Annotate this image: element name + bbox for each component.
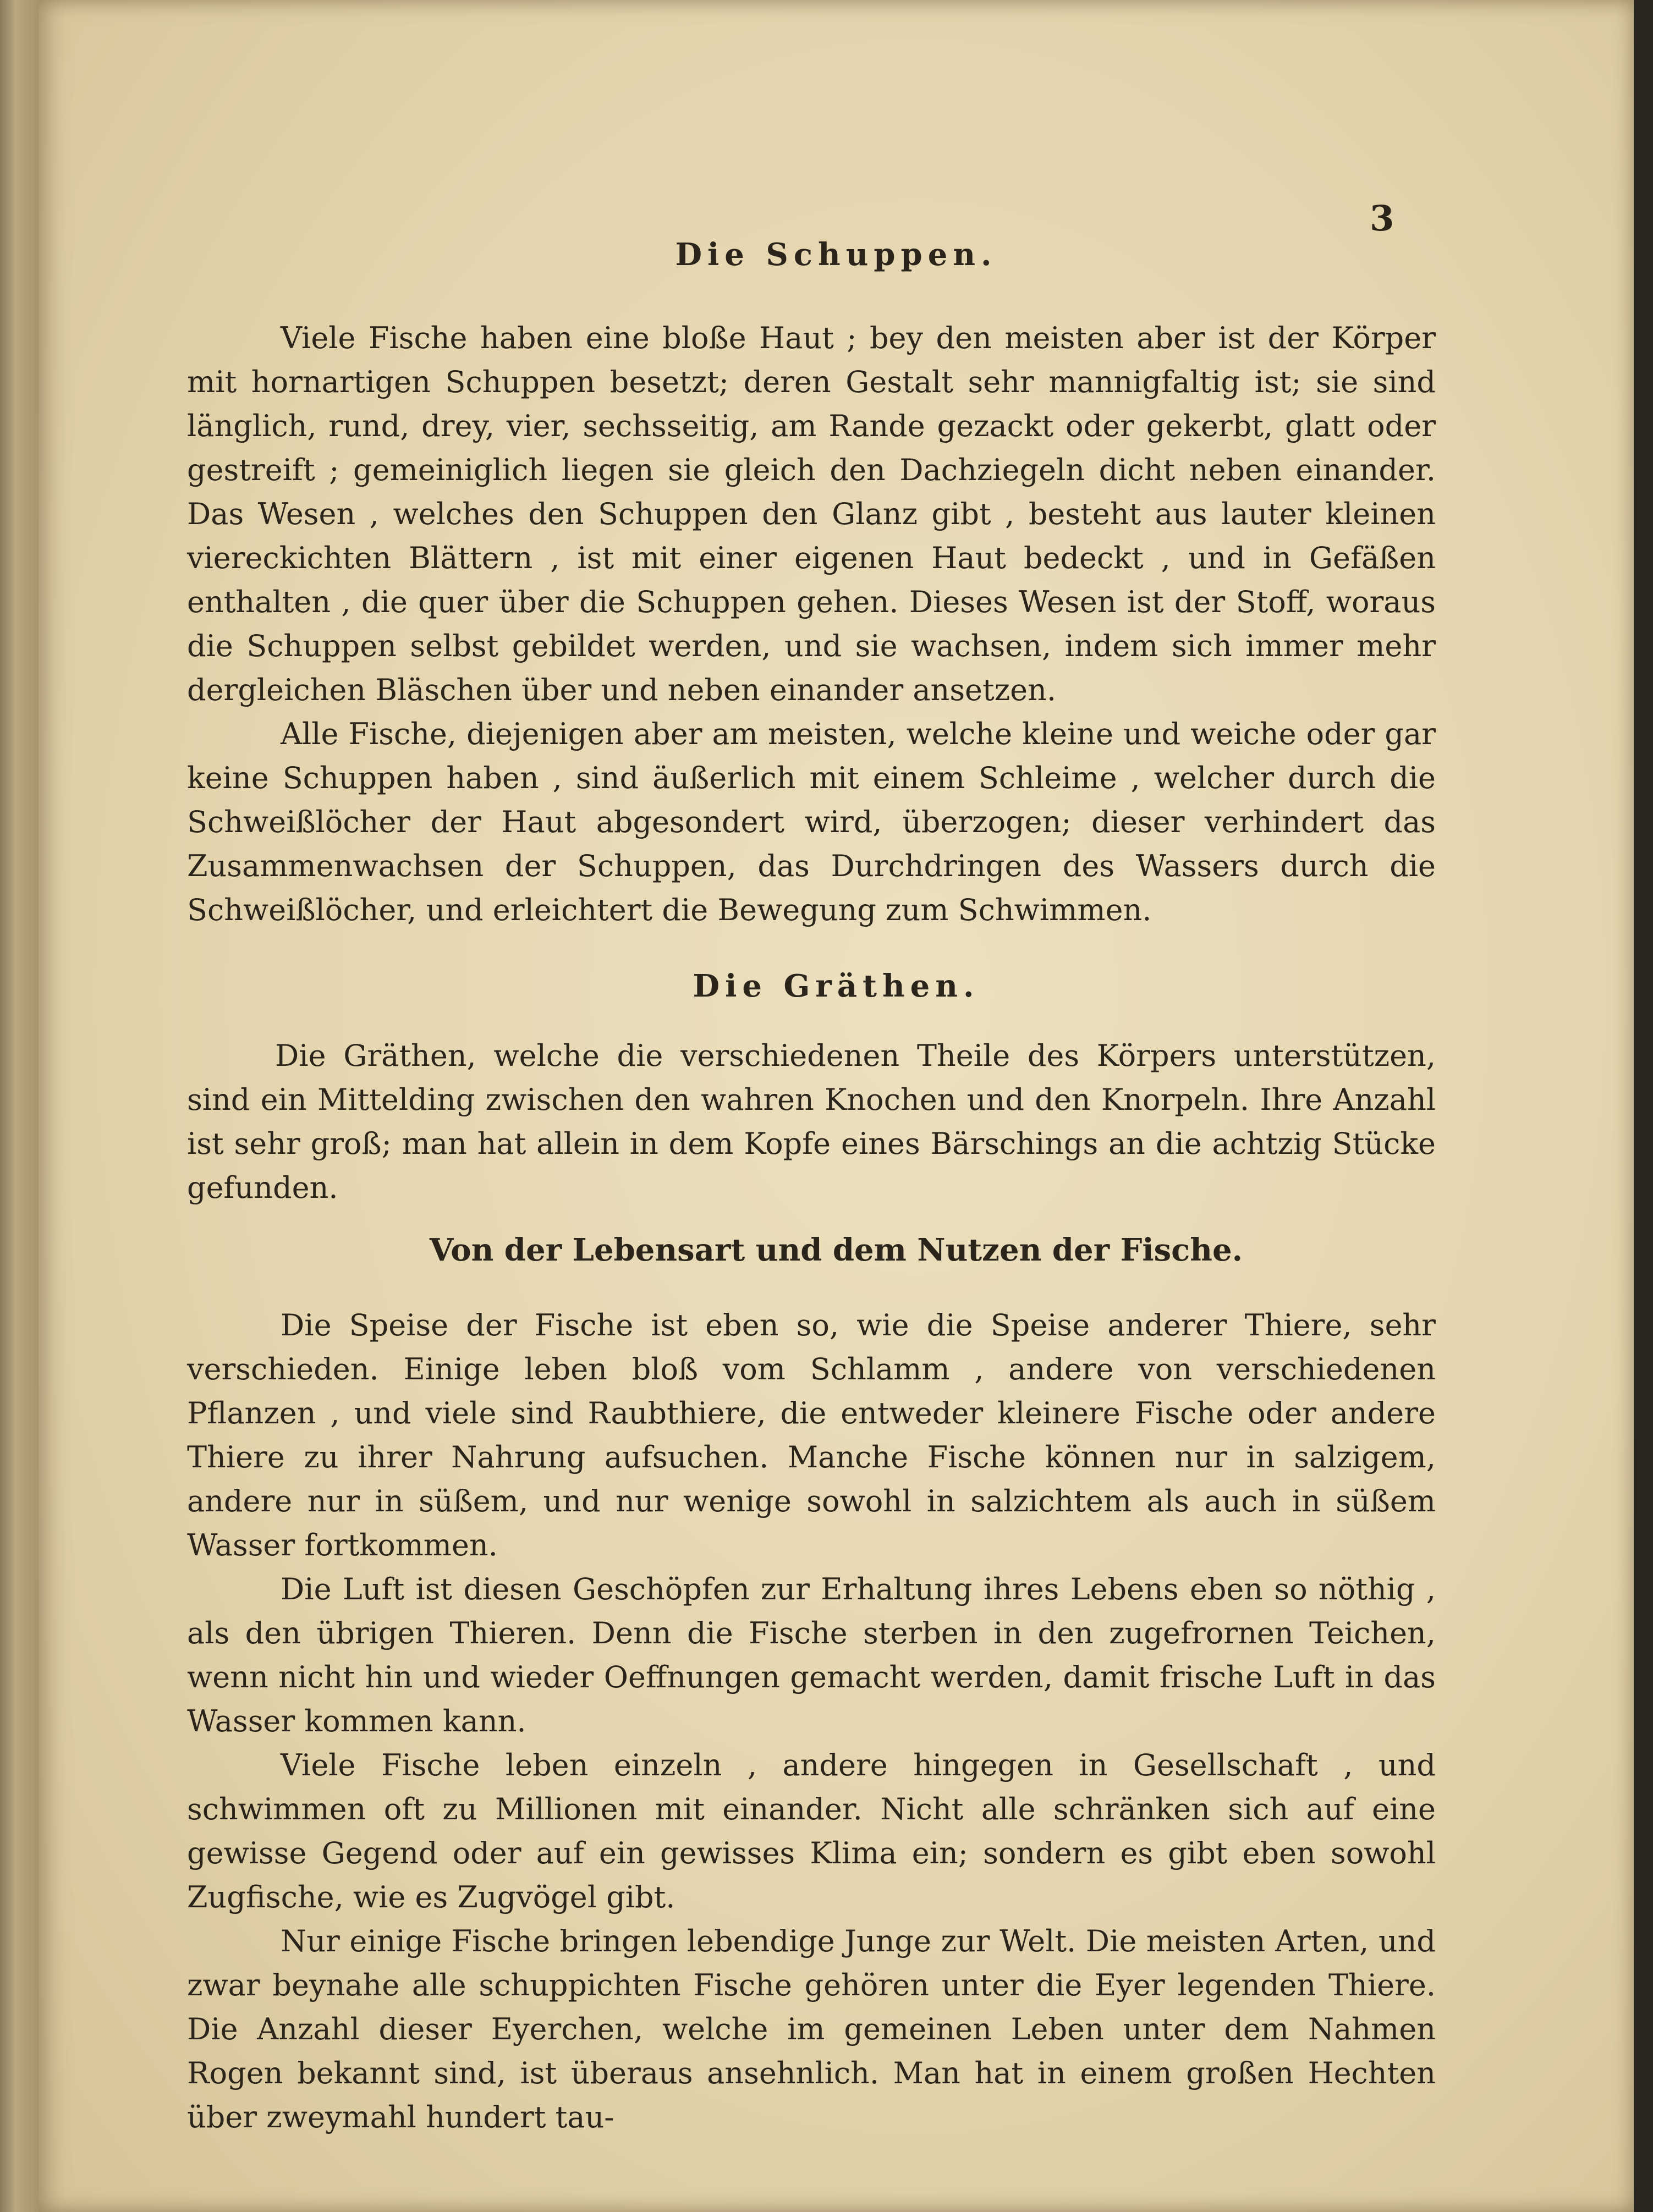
paragraph: Die Gräthen, welche die verschiedenen Theile des Körpers unterstützen, sind ein Mittelding zwischen den wahren Knochen und den Knorpeln. Ihre Anzahl ist sehr groß; man hat allein in dem Kopfe eines Bärschings an die achtzig Stücke gefunden. xyxy=(187,1038,1436,1205)
section-heading-schuppen: Die Schuppen. xyxy=(675,236,997,273)
facing-page-edge xyxy=(0,0,39,2212)
paragraph: Viele Fische haben eine bloße Haut ; bey den meisten aber ist der Körper mit hornartigen Schuppen besetzt; deren Gestalt sehr mannigfaltig ist; sie sind länglich, rund, drey, vier, sechsseitig, am Rande gezackt oder gekerbt, glatt oder gestreift ; gemeiniglich liegen sie gleich den Dachziegeln dicht neben einander. Das Wesen , welches den Schuppen den Glanz gibt , besteht aus lauter kleinen viereckichten Blättern , ist mit einer eigenen Haut bedeckt , und in Gefäßen enthalten , die quer über die Schuppen gehen. Dieses Wesen ist der Stoff, woraus die Schuppen selbst gebildet werden, und sie wachsen, indem sich immer mehr dergleichen Bläschen über und neben einander ansetzen. xyxy=(187,321,1436,707)
paragraph: Nur einige Fische bringen lebendige Junge zur Welt. Die meisten Arten, und zwar beynahe alle schuppichten Fische gehören unter die Eyer legenden Thiere. Die Anzahl dieser Eyerchen, welche im gemeinen Leben unter dem Nahmen Rogen bekannt sind, ist überaus ansehnlich. Man hat in einem großen Hechten über zweymahl hundert tau- xyxy=(187,1924,1436,2134)
page-number: 3 xyxy=(1370,198,1394,239)
section-body-schuppen xyxy=(187,316,1436,932)
section-heading-graethen: Die Gräthen. xyxy=(693,968,980,1004)
section-body-lebensart xyxy=(187,1303,1436,2139)
paragraph: Viele Fische leben einzeln , andere hingegen in Gesellschaft , und schwimmen oft zu Millionen mit einander. Nicht alle schränken sich auf eine gewisse Gegend oder auf ein gewisses Klima ein; sondern es gibt eben sowohl Zugfische, wie es Zugvögel gibt. xyxy=(187,1748,1436,1914)
section-body-graethen xyxy=(187,1034,1436,1210)
section-heading-lebensart: Von der Lebensart und dem Nutzen der Fische. xyxy=(429,1232,1243,1268)
scan-right-border xyxy=(1634,0,1653,2212)
paragraph: Die Luft ist diesen Geschöpfen zur Erhaltung ihres Lebens eben so nöthig , als den übrigen Thieren. Denn die Fische sterben in den zugefrornen Teichen, wenn nicht hin und wieder Oeffnungen gemacht werden, damit frische Luft in das Wasser kommen kann. xyxy=(187,1572,1436,1738)
paragraph: Die Speise der Fische ist eben so, wie die Speise anderer Thiere, sehr verschieden. Einige leben bloß vom Schlamm , andere von verschiedenen Pflanzen , und viele sind Raubthiere, die entweder kleinere Fische oder andere Thiere zu ihrer Nahrung aufsuchen. Manche Fische können nur in salzigem, andere nur in süßem, und nur wenige sowohl in salzichtem als auch in süßem Wasser fortkommen. xyxy=(187,1308,1436,1562)
paragraph: Alle Fische, diejenigen aber am meisten, welche kleine und weiche oder gar keine Schuppen haben , sind äußerlich mit einem Schleime , welcher durch die Schweißlöcher der Haut abgesondert wird, überzogen; dieser verhindert das Zusammenwachsen der Schuppen, das Durchdringen des Wassers durch die Schweißlöcher, und erleichtert die Bewegung zum Schwimmen. xyxy=(187,717,1436,927)
book-page xyxy=(39,0,1634,2212)
